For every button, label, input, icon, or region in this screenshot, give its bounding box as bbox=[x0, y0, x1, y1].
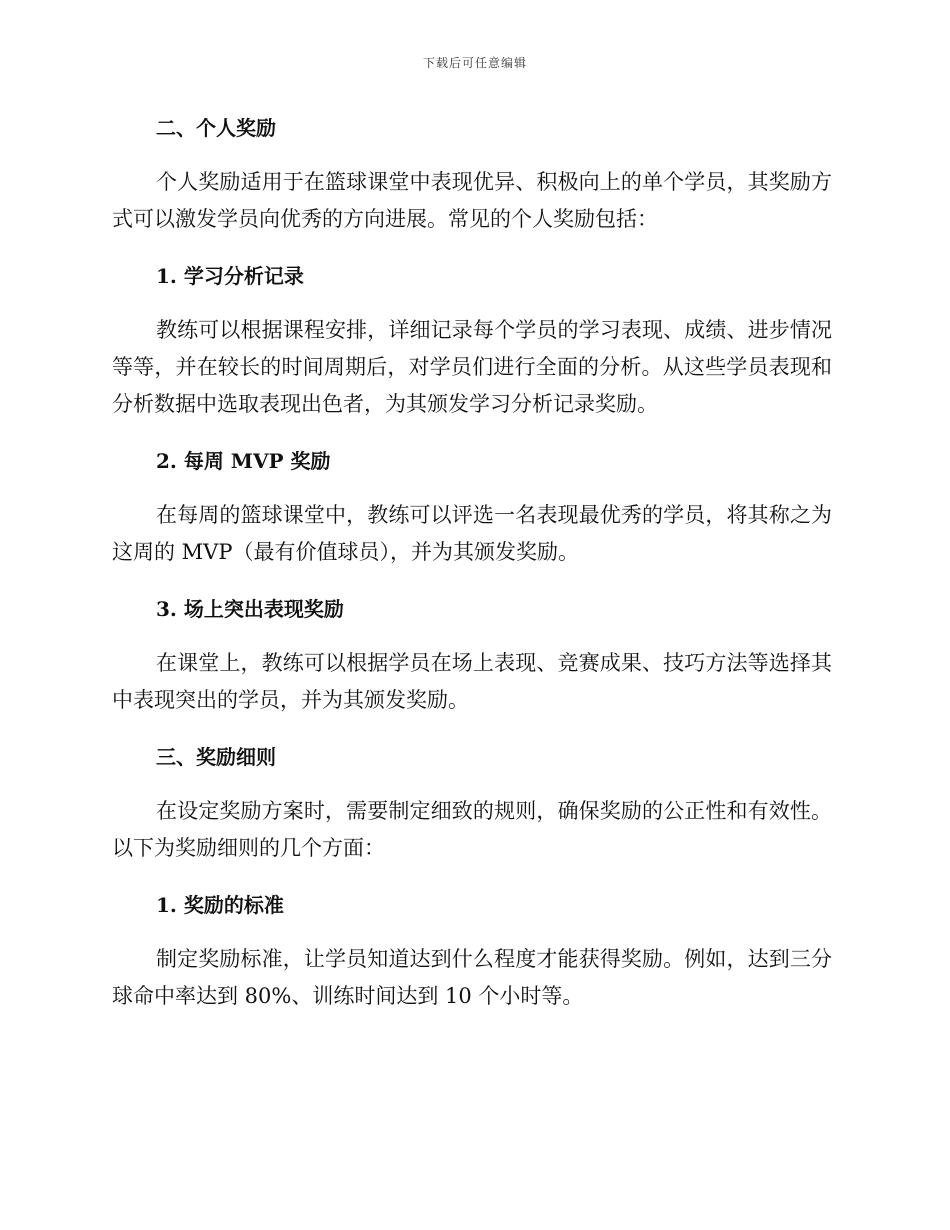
document-body bbox=[112, 110, 832, 1015]
section-heading-personal-rewards: 二、个人奖励 bbox=[156, 116, 276, 140]
paragraph-personal-rewards: 个人奖励适用于在篮球课堂中表现优异、积极向上的单个学员，其奖励方式可以激发学员向优秀的方向进展。常见的个人奖励包括： bbox=[112, 170, 832, 231]
paragraph-reward-standard: 制定奖励标准，让学员知道达到什么程度才能获得奖励。例如，达到三分球命中率达到 80%、训练时间达到 10 个小时等。 bbox=[112, 947, 832, 1008]
paragraph-weekly-mvp: 在每周的篮球课堂中，教练可以评选一名表现最优秀的学员，将其称之为这周的 MVP（最有价值球员），并为其颁发奖励。 bbox=[112, 503, 832, 564]
header-note: 下载后可任意编辑 bbox=[422, 56, 527, 70]
paragraph-reward-rules: 在设定奖励方案时，需要制定细致的规则，确保奖励的公正性和有效性。以下为奖励细则的几个方面： bbox=[112, 799, 832, 860]
section-heading-reward-rules: 三、奖励细则 bbox=[156, 745, 276, 769]
paragraph-learning-analysis: 教练可以根据课程安排，详细记录每个学员的学习表现、成绩、进步情况等等，并在较长的时间周期后，对学员们进行全面的分析。从这些学员表现和分析数据中选取表现出色者，为其颁发学习分析记录奖励。 bbox=[112, 318, 832, 416]
paragraph-outstanding-performance: 在课堂上，教练可以根据学员在场上表现、竞赛成果、技巧方法等选择其中表现突出的学员，并为其颁发奖励。 bbox=[112, 651, 832, 712]
section-heading-learning-analysis: 1. 学习分析记录 bbox=[156, 264, 304, 288]
section-heading-reward-standard: 1. 奖励的标准 bbox=[156, 893, 284, 917]
section-heading-outstanding-performance: 3. 场上突出表现奖励 bbox=[156, 597, 344, 621]
section-heading-weekly-mvp: 2. 每周 MVP 奖励 bbox=[156, 449, 331, 473]
